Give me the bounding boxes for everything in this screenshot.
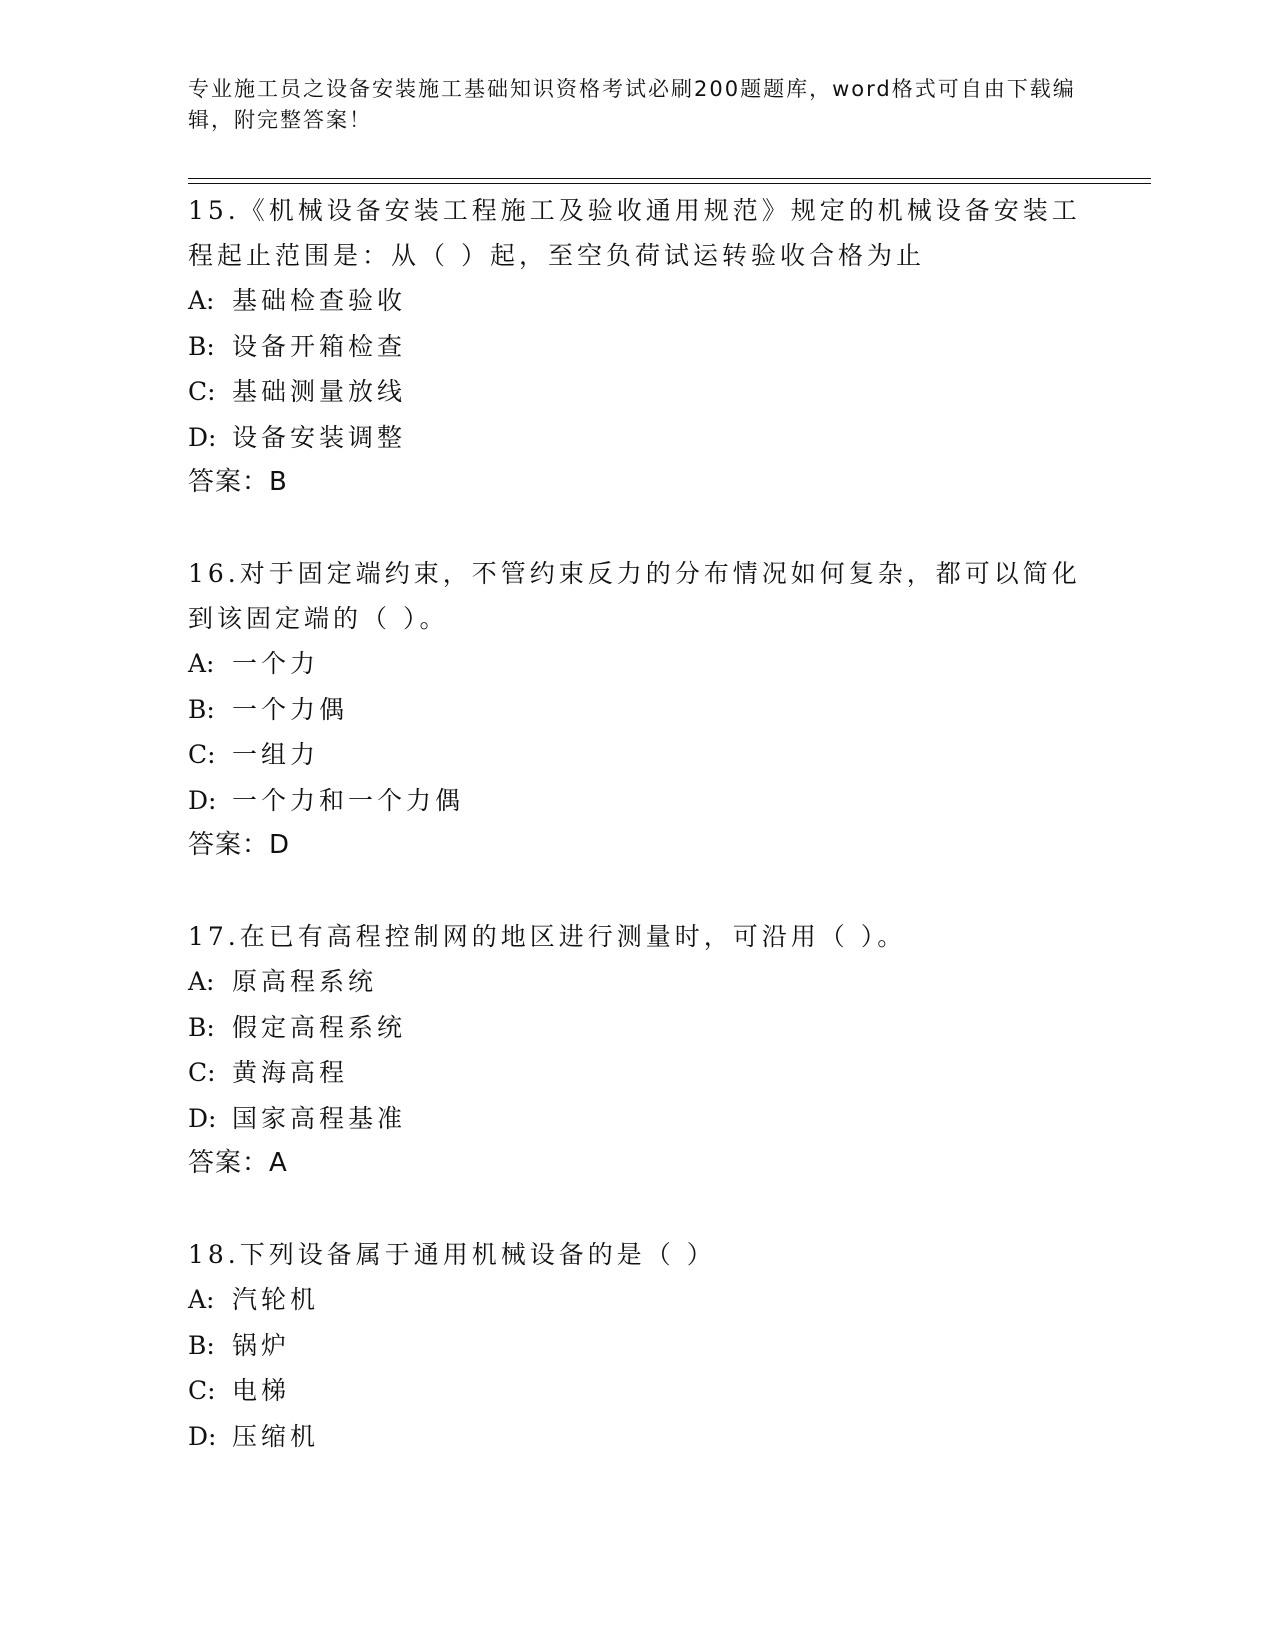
document-header <box>188 74 1088 136</box>
header-divider-bottom <box>188 183 1151 184</box>
option-letter: D: <box>188 1103 217 1133</box>
option-list <box>188 641 1088 823</box>
question-stem: 15.《机械设备安装工程施工及验收通用规范》规定的机械设备安装工程起止范围是：从（ ）起，至空负荷试运转验收合格为止 <box>188 196 1081 270</box>
option-d <box>188 1096 1088 1142</box>
option-text: 设备开箱检查 <box>232 331 407 361</box>
option-a <box>188 1277 1088 1323</box>
option-list <box>188 959 1088 1141</box>
option-letter: D: <box>188 785 217 815</box>
option-b <box>188 687 1088 733</box>
question-stem: 17.在已有高程控制网的地区进行测量时，可沿用（ ）。 <box>188 922 907 951</box>
option-d <box>188 1414 1088 1460</box>
header-divider-top <box>188 178 1151 179</box>
option-letter: A: <box>188 286 215 315</box>
question-17 <box>188 914 1088 1186</box>
option-letter: B: <box>188 331 215 361</box>
option-c <box>188 1050 1088 1096</box>
option-text: 一个力 <box>232 649 320 678</box>
option-a <box>188 959 1088 1005</box>
option-letter: A: <box>188 1285 215 1314</box>
question-16 <box>188 551 1088 868</box>
option-text: 基础检查验收 <box>232 286 407 315</box>
question-15 <box>188 188 1088 505</box>
option-text: 原高程系统 <box>232 967 378 996</box>
question-18 <box>188 1232 1088 1459</box>
option-letter: B: <box>188 694 215 724</box>
option-text: 一组力 <box>232 740 320 769</box>
option-b <box>188 1005 1088 1051</box>
option-text: 锅炉 <box>232 1330 291 1360</box>
option-d <box>188 778 1088 824</box>
option-letter: C: <box>188 377 216 406</box>
option-a <box>188 278 1088 324</box>
option-list <box>188 278 1088 460</box>
option-letter: B: <box>188 1012 215 1042</box>
option-c <box>188 732 1088 778</box>
option-letter: A: <box>188 649 215 678</box>
answer-line: 答案：B <box>188 467 288 497</box>
option-c <box>188 1368 1088 1414</box>
option-a <box>188 641 1088 687</box>
question-stem: 16.对于固定端约束，不管约束反力的分布情况如何复杂，都可以简化到该固定端的（ ）。 <box>188 559 1081 633</box>
option-text: 假定高程系统 <box>232 1012 407 1042</box>
option-b <box>188 324 1088 370</box>
option-letter: A: <box>188 967 215 996</box>
option-text: 汽轮机 <box>232 1285 320 1314</box>
option-letter: C: <box>188 740 216 769</box>
option-text: 设备安装调整 <box>232 422 407 452</box>
option-letter: C: <box>188 1058 216 1087</box>
option-letter: D: <box>188 422 217 452</box>
option-letter: B: <box>188 1330 215 1360</box>
option-text: 基础测量放线 <box>232 377 407 406</box>
option-b <box>188 1323 1088 1369</box>
header-title: 专业施工员之设备安装施工基础知识资格考试必刷200题题库，word格式可自由下载编辑，附完整答案！ <box>188 77 1076 132</box>
option-letter: D: <box>188 1421 217 1451</box>
option-text: 电梯 <box>232 1376 291 1405</box>
option-text: 国家高程基准 <box>232 1103 407 1133</box>
option-text: 压缩机 <box>232 1421 320 1451</box>
option-list <box>188 1277 1088 1459</box>
option-text: 一个力和一个力偶 <box>232 785 465 815</box>
answer-line: 答案：D <box>188 830 291 860</box>
option-c <box>188 369 1088 415</box>
option-d <box>188 415 1088 461</box>
option-text: 黄海高程 <box>232 1058 349 1087</box>
option-text: 一个力偶 <box>232 694 349 724</box>
question-stem: 18.下列设备属于通用机械设备的是（ ） <box>188 1240 716 1269</box>
option-letter: C: <box>188 1376 216 1405</box>
answer-line: 答案：A <box>188 1148 288 1178</box>
